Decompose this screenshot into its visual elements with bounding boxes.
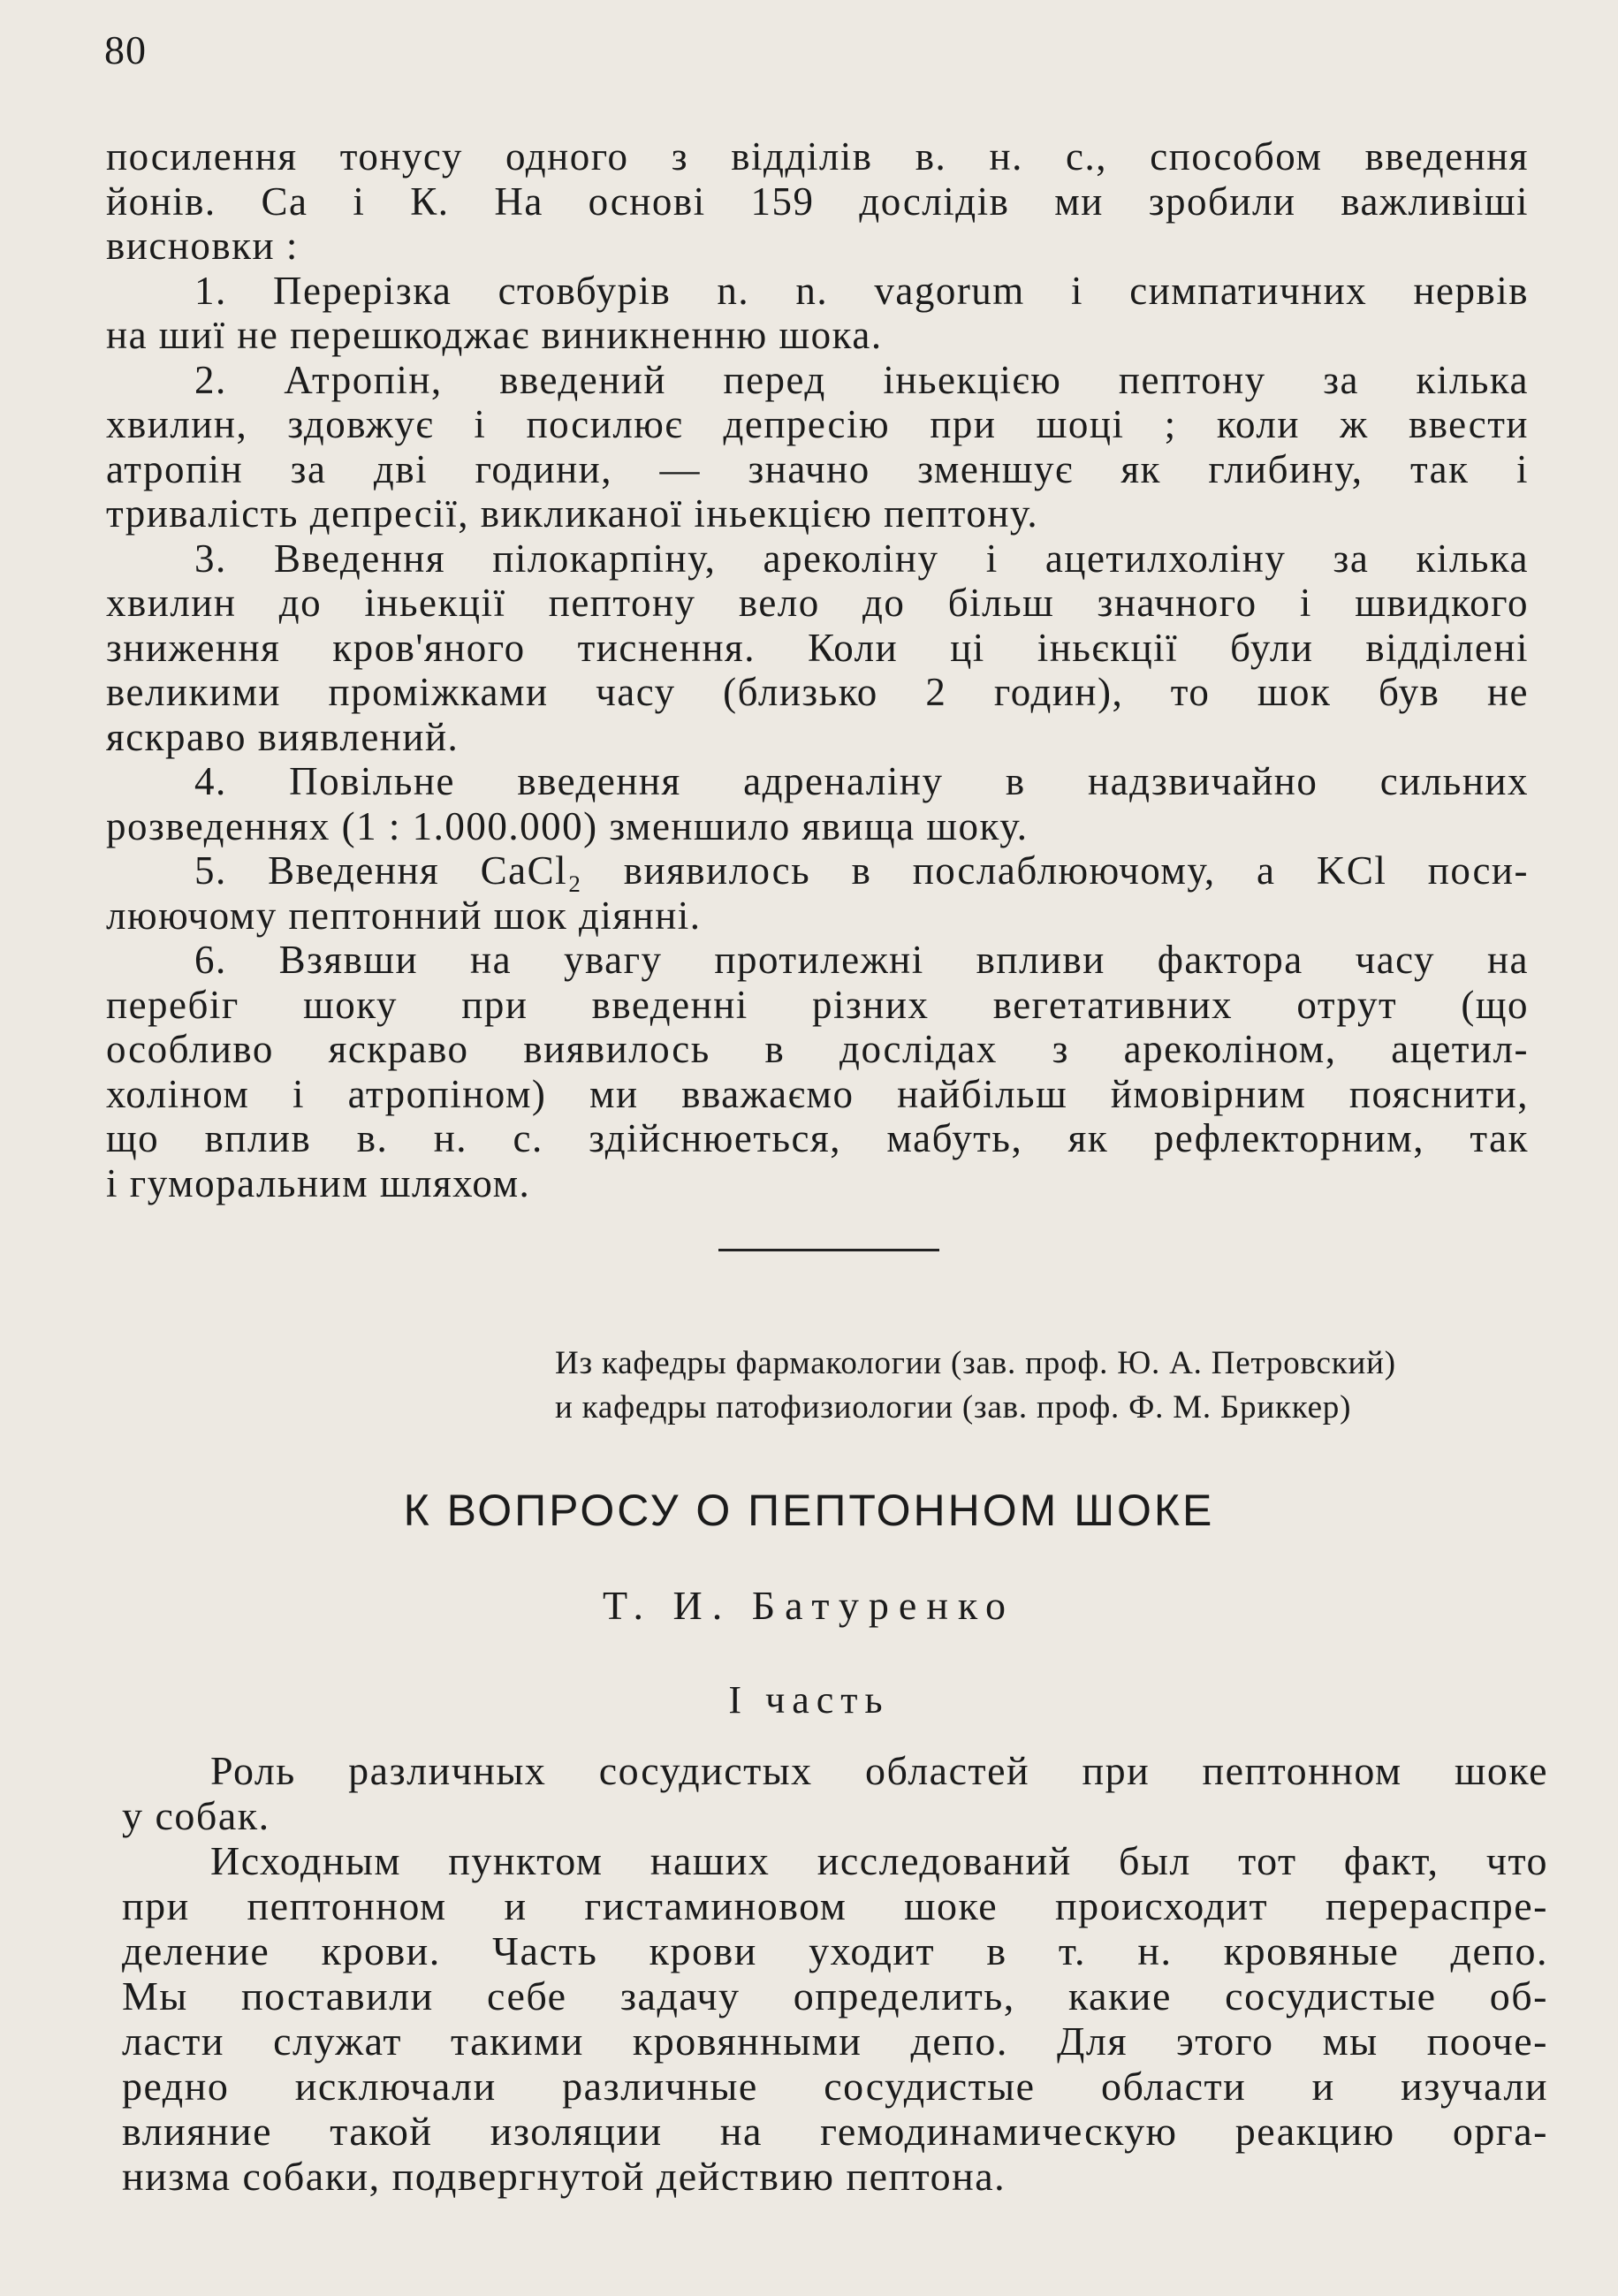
affiliation-line: и кафедры патофизиологии (зав. проф. Ф. М. Бриккер) xyxy=(555,1389,1352,1425)
text-line: атропін за дві години, — значно зменшує як глибину, так і xyxy=(106,446,1529,491)
text-line: йонів. Са і К. На основі 159 дослідів ми зробили важливіші xyxy=(106,179,1529,224)
text-line: 5. Введення CaCl₂ виявилось в послаблюючому, а KCl поси- xyxy=(194,848,1529,893)
text-line: низма собаки, подвергнутой действию пептона. xyxy=(122,2154,1007,2199)
text-line: хвилин до іньекції пептону вело до більш значного і швидкого xyxy=(106,581,1529,625)
text-line: Мы поставили себе задачу определить, какие сосудистые об- xyxy=(122,1973,1548,2019)
text-line: розведеннях (1 : 1.000.000) зменшило явища шоку. xyxy=(106,803,1029,848)
text-line: особливо яскраво виявилось в дослідах з ареколіном, ацетил- xyxy=(106,1027,1529,1071)
text-line: хвилин, здовжує і посилює депресію при шоці ; коли ж ввести xyxy=(106,402,1529,446)
conclusions-text xyxy=(106,134,1529,1205)
text-line: влияние такой изоляции на гемодинамическую реакцию орга- xyxy=(122,2109,1548,2154)
text-line: на шиї не перешкоджає виникненню шока. xyxy=(106,313,883,357)
article-part: I часть xyxy=(728,1678,890,1722)
section-divider xyxy=(718,1249,939,1251)
text-line: великими проміжками часу (близько 2 годин), то шок був не xyxy=(106,670,1529,714)
text-line: люючому пептонний шок діянні. xyxy=(106,893,702,938)
text-line: 6. Взявши на увагу протилежні впливи фактора часу на xyxy=(194,938,1529,982)
text-line: тривалість депресії, викликаної іньекцією пептону. xyxy=(106,491,1039,536)
article-author: Т. И. Батуренко xyxy=(603,1583,1015,1628)
text-line: 4. Повільне введення адреналіну в надзвичайно сильних xyxy=(194,759,1529,803)
text-line: 2. Атропін, введений перед іньекцією пептону за кілька xyxy=(194,357,1529,402)
text-line: 1. Перерізка стовбурів n. n. vagorum і симпатичних нервів xyxy=(194,268,1529,313)
text-line: і гуморальним шляхом. xyxy=(106,1160,531,1205)
article-body xyxy=(122,1748,1548,2199)
text-line: перебіг шоку при введенні різних вегетативних отрут (що xyxy=(106,982,1529,1027)
text-line: посилення тонусу одного з відділів в. н. с., способом введення xyxy=(106,134,1529,179)
text-line: висновки : xyxy=(106,224,299,268)
text-line: холіном і атропіном) ми вважаємо найбільш ймовірним пояснити, xyxy=(106,1071,1529,1116)
affiliation xyxy=(555,1342,1539,1430)
text-line: при пептонном и гистаминовом шоке происходит перераспре- xyxy=(122,1883,1548,1928)
text-line: ласти служат такими кровянными депо. Для этого мы пооче- xyxy=(122,2019,1548,2064)
affiliation-line: Из кафедры фармакологии (зав. проф. Ю. А. Петровский) xyxy=(555,1345,1396,1381)
text-line: 3. Введення пілокарпіну, ареколіну і ацетилхоліну за кілька xyxy=(194,536,1529,581)
text-line: Исходным пунктом наших исследований был тот факт, что xyxy=(210,1838,1548,1883)
text-line: яскраво виявлений. xyxy=(106,714,460,759)
text-line: зниження кров'яного тиснення. Коли ці іньєкції були відділені xyxy=(106,625,1529,670)
text-line: деление крови. Часть крови уходит в т. н. кровяные депо. xyxy=(122,1928,1548,1973)
text-line: редно исключали различные сосудистые области и изучали xyxy=(122,2064,1548,2109)
text-line: Роль различных сосудистых областей при пептонном шоке xyxy=(210,1748,1548,1793)
page-number: 80 xyxy=(104,27,147,72)
text-line: у собак. xyxy=(122,1793,270,1838)
text-line: що вплив в. н. с. здійснюеться, мабуть, як рефлекторним, так xyxy=(106,1116,1529,1160)
article-title: К ВОПРОСУ О ПЕПТОННОМ ШОКЕ xyxy=(403,1486,1215,1535)
